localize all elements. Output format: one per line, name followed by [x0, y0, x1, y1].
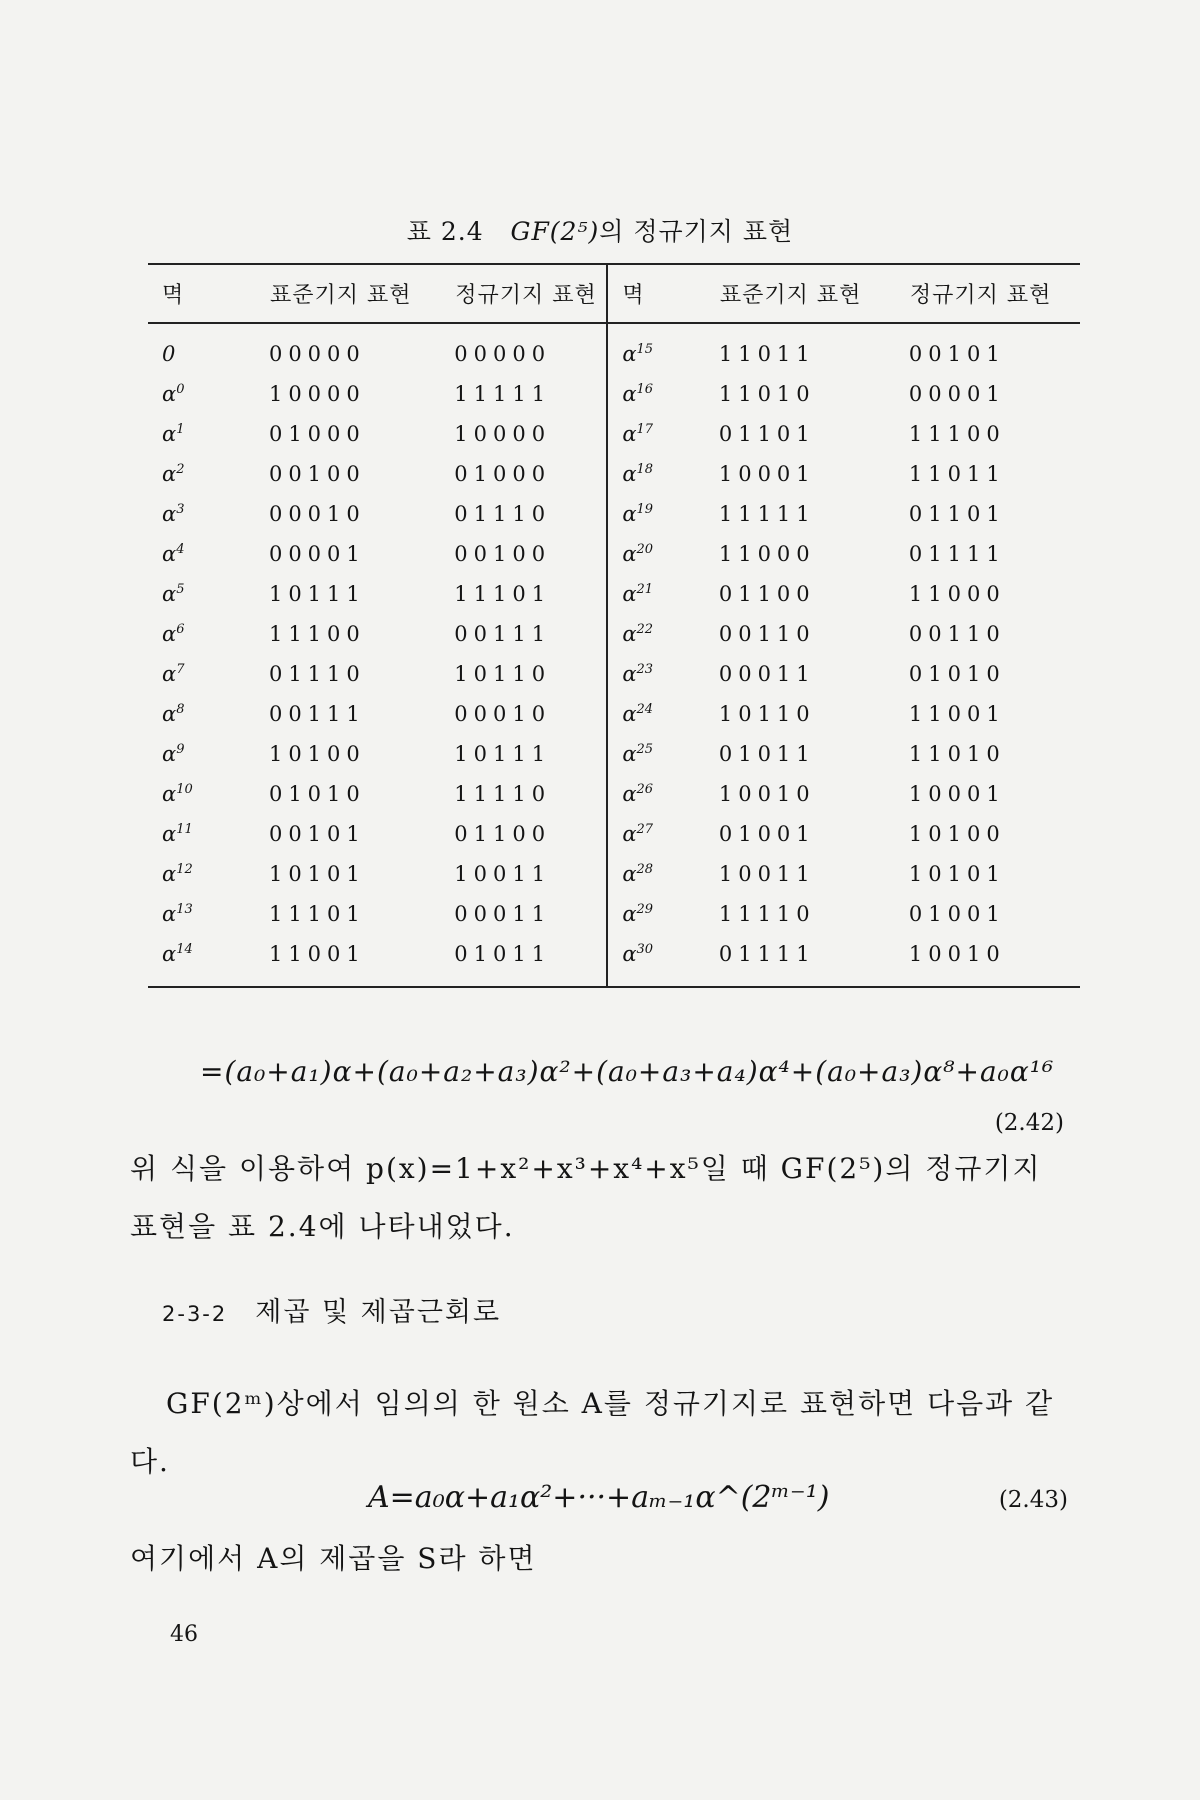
term-cell-right	[607, 454, 719, 494]
term-cell-right	[607, 774, 719, 814]
term-base: α	[162, 902, 177, 926]
term-cell-left	[148, 534, 269, 574]
term-base: α	[162, 942, 177, 966]
normal-cell-left: 10000	[454, 422, 552, 446]
table-row	[148, 374, 1080, 414]
term-exponent: 22	[636, 622, 654, 637]
standard-cell-right: 11011	[718, 342, 816, 366]
term-cell-left	[148, 854, 269, 894]
term-cell-right	[607, 854, 719, 894]
term-exponent: 18	[636, 462, 654, 477]
normal-cell-right: 11001	[908, 702, 1006, 726]
term-base: α	[622, 542, 637, 566]
standard-cell-left: 11100	[268, 622, 366, 646]
standard-cell-left: 11001	[269, 934, 454, 987]
term-exponent: 12	[176, 862, 193, 877]
term-exponent: 13	[176, 902, 193, 917]
normal-cell-left: 10110	[454, 662, 552, 686]
normal-cell-right: 01001	[908, 902, 1006, 926]
term-cell-right	[607, 323, 719, 374]
standard-cell-left: 00010	[268, 502, 366, 526]
normal-cell-left: 10111	[454, 742, 552, 766]
term-exponent: 11	[176, 822, 193, 837]
term-base: α	[162, 742, 177, 766]
term-cell-left	[148, 894, 269, 934]
section-heading	[162, 1290, 501, 1329]
term-base: α	[162, 822, 177, 846]
header-normal-left: 정규기지 표현	[454, 264, 607, 323]
term-cell-left	[148, 414, 269, 454]
term-base: α	[162, 502, 177, 526]
table-row	[148, 854, 1080, 894]
term-base: α	[622, 742, 637, 766]
term-base: α	[622, 942, 637, 966]
term-base: α	[622, 502, 637, 526]
term-cell-left	[148, 734, 269, 774]
term-cell-right	[607, 614, 719, 654]
term-base: α	[622, 662, 637, 686]
standard-cell-left: 01110	[268, 662, 366, 686]
normal-cell-right: 10001	[908, 782, 1006, 806]
normal-cell-left: 10011	[454, 862, 552, 886]
table-row	[148, 534, 1080, 574]
standard-cell-left: 10111	[268, 582, 366, 606]
standard-cell-right: 01111	[719, 934, 909, 987]
normal-cell-right: 01101	[908, 502, 1006, 526]
term-cell-right	[607, 414, 719, 454]
normal-cell-left: 01011	[454, 934, 607, 987]
term-exponent: 8	[176, 702, 185, 717]
table-header-row	[148, 264, 1080, 323]
page-number: 46	[170, 1622, 198, 1647]
term-exponent: 26	[636, 782, 654, 797]
header-standard-right: 표준기지 표현	[719, 264, 909, 323]
term-base: α	[162, 422, 177, 446]
term-exponent: 1	[176, 422, 185, 437]
term-cell-left	[148, 574, 269, 614]
term-exponent: 4	[176, 542, 185, 557]
term-base: α	[162, 582, 177, 606]
term-exponent: 5	[176, 582, 185, 597]
standard-cell-left: 10000	[268, 382, 366, 406]
table-row	[148, 734, 1080, 774]
term-cell-left	[148, 934, 269, 987]
table-row	[148, 654, 1080, 694]
normal-cell-right: 00101	[908, 342, 1006, 366]
table-row	[148, 574, 1080, 614]
term-base: α	[162, 702, 177, 726]
term-base: α	[622, 382, 637, 406]
normal-cell-right: 00001	[908, 382, 1006, 406]
normal-cell-right: 10010	[909, 934, 1080, 987]
equation-2-43: A=a₀α+a₁α²+···+aₘ₋₁α^(2ᵐ⁻¹)	[368, 1480, 830, 1515]
standard-cell-left: 01000	[268, 422, 366, 446]
term-cell-left	[148, 494, 269, 534]
term-base: α	[622, 622, 637, 646]
term-base: α	[622, 582, 637, 606]
term-base: α	[622, 342, 637, 366]
table-row	[148, 494, 1080, 534]
term-cell-right	[607, 494, 719, 534]
standard-cell-right: 01100	[718, 582, 816, 606]
section-title: 제곱 및 제곱근회로	[255, 1297, 502, 1328]
normal-cell-left: 00000	[454, 342, 552, 366]
term-exponent: 0	[176, 382, 185, 397]
term-exponent: 2	[176, 462, 185, 477]
term-exponent: 15	[636, 342, 654, 357]
term-cell-right	[607, 934, 719, 987]
normal-cell-right: 00110	[908, 622, 1006, 646]
standard-cell-right: 10010	[718, 782, 816, 806]
normal-cell-right: 11010	[908, 742, 1006, 766]
term-cell-left	[148, 694, 269, 734]
equation-number-2-43: (2.43)	[998, 1487, 1068, 1513]
standard-cell-left: 00101	[268, 822, 366, 846]
standard-cell-left: 10100	[268, 742, 366, 766]
term-exponent: 30	[636, 942, 654, 957]
term-exponent: 23	[636, 662, 654, 677]
term-exponent: 27	[636, 822, 654, 837]
term-exponent: 14	[176, 942, 193, 957]
standard-cell-right: 01101	[718, 422, 816, 446]
table-row	[148, 894, 1080, 934]
term-base: α	[162, 382, 177, 406]
header-term-left: 멱	[148, 264, 269, 323]
standard-cell-right: 10011	[718, 862, 816, 886]
normal-cell-right: 11011	[908, 462, 1006, 486]
term-base: α	[622, 902, 637, 926]
term-base: α	[162, 542, 177, 566]
standard-cell-right: 01001	[718, 822, 816, 846]
table-row	[148, 934, 1080, 987]
term-cell-left	[148, 374, 269, 414]
term-exponent: 7	[176, 662, 185, 677]
normal-cell-right: 01010	[908, 662, 1006, 686]
paragraph-square-intro: 여기에서 A의 제곱을 S라 하면	[130, 1542, 537, 1575]
standard-cell-right: 00011	[718, 662, 816, 686]
standard-cell-right: 01011	[718, 742, 816, 766]
term-exponent: 20	[636, 542, 654, 557]
normal-cell-left: 00100	[454, 542, 552, 566]
normal-cell-right: 10100	[908, 822, 1006, 846]
standard-cell-left: 10101	[268, 862, 366, 886]
section-number: 2-3-2	[162, 1302, 228, 1326]
normal-cell-left: 01000	[454, 462, 552, 486]
normal-cell-left: 11101	[454, 582, 552, 606]
standard-cell-right: 10110	[718, 702, 816, 726]
equation-number-2-42: (2.42)	[994, 1110, 1064, 1136]
term-exponent: 16	[636, 382, 654, 397]
standard-cell-right: 11000	[718, 542, 816, 566]
normal-cell-left: 11110	[454, 782, 552, 806]
standard-cell-left: 00111	[268, 702, 366, 726]
table-row	[148, 454, 1080, 494]
term-exponent: 28	[636, 862, 654, 877]
term-cell-left	[148, 454, 269, 494]
term-base: α	[162, 662, 177, 686]
normal-cell-left: 00010	[454, 702, 552, 726]
normal-cell-right: 01111	[908, 542, 1006, 566]
normal-cell-left: 00111	[454, 622, 552, 646]
term-base: α	[162, 862, 177, 886]
standard-cell-left: 01010	[268, 782, 366, 806]
term-exponent: 17	[636, 422, 654, 437]
term-cell-right	[607, 574, 719, 614]
term-exponent: 19	[636, 502, 654, 517]
equation-2-42: =(a₀+a₁)α+(a₀+a₂+a₃)α²+(a₀+a₃+a₄)α⁴+(a₀+a₃)α⁸+a₀α¹⁶	[200, 1055, 1055, 1088]
caption-suffix: 의 정규기지 표현	[599, 217, 794, 246]
normal-cell-right: 11000	[908, 582, 1006, 606]
standard-cell-right: 00110	[718, 622, 816, 646]
term-cell-right	[607, 534, 719, 574]
term-base: α	[622, 422, 637, 446]
table-body	[148, 323, 1080, 987]
normal-cell-right: 10101	[908, 862, 1006, 886]
standard-cell-left: 11101	[268, 902, 366, 926]
standard-cell-left: 00000	[268, 342, 366, 366]
table-caption	[0, 212, 1200, 248]
header-normal-right: 정규기지 표현	[909, 264, 1080, 323]
paragraph-table-description: 위 식을 이용하여 p(x)=1+x²+x³+x⁴+x⁵일 때 GF(2⁵)의 정규기지 표현을 표 2.4에 나타내었다.	[130, 1152, 1042, 1243]
standard-cell-left: 00100	[268, 462, 366, 486]
term-base: α	[162, 782, 177, 806]
standard-cell-right: 11110	[718, 902, 816, 926]
term-base: α	[622, 702, 637, 726]
term-exponent: 24	[636, 702, 654, 717]
term-exponent: 6	[176, 622, 185, 637]
normal-cell-left: 00011	[454, 902, 552, 926]
table-row	[148, 774, 1080, 814]
term-cell-left	[148, 654, 269, 694]
term-cell-left	[148, 774, 269, 814]
standard-cell-right: 11111	[718, 502, 816, 526]
normal-basis-table	[148, 263, 1080, 988]
term-cell-left	[148, 323, 269, 374]
standard-cell-right: 10001	[718, 462, 816, 486]
term-cell-right	[607, 734, 719, 774]
term-exponent: 21	[636, 582, 654, 597]
standard-cell-left: 00001	[268, 542, 366, 566]
standard-cell-right: 11010	[718, 382, 816, 406]
term-cell-right	[607, 374, 719, 414]
table-row	[148, 694, 1080, 734]
term-cell-left	[148, 614, 269, 654]
term-exponent: 29	[636, 902, 654, 917]
table-row	[148, 614, 1080, 654]
term-exponent: 10	[176, 782, 193, 797]
normal-cell-left: 11111	[454, 382, 552, 406]
term-base: α	[162, 462, 177, 486]
term-cell-left	[148, 814, 269, 854]
paragraph-normal-basis-element: GF(2ᵐ)상에서 임의의 한 원소 A를 정규기지로 표현하면 다음과 같다.	[130, 1387, 1055, 1478]
term-base: α	[622, 822, 637, 846]
term-cell-right	[607, 894, 719, 934]
caption-prefix: 표 2.4	[406, 217, 484, 246]
table-row	[148, 323, 1080, 374]
normal-cell-left: 01110	[454, 502, 552, 526]
term-exponent: 3	[176, 502, 185, 517]
term-base: α	[622, 862, 637, 886]
term-cell-right	[607, 814, 719, 854]
header-standard-left: 표준기지 표현	[269, 264, 454, 323]
term-base: α	[162, 622, 177, 646]
normal-cell-right: 11100	[908, 422, 1006, 446]
normal-cell-left: 01100	[454, 822, 552, 846]
term-base: 0	[162, 342, 176, 366]
caption-gf: GF(2⁵)	[510, 217, 600, 246]
term-cell-right	[607, 694, 719, 734]
table-row	[148, 414, 1080, 454]
table-row	[148, 814, 1080, 854]
header-term-right: 멱	[607, 264, 719, 323]
term-base: α	[622, 462, 637, 486]
term-exponent: 25	[636, 742, 654, 757]
term-base: α	[622, 782, 637, 806]
term-exponent: 9	[176, 742, 185, 757]
term-cell-right	[607, 654, 719, 694]
